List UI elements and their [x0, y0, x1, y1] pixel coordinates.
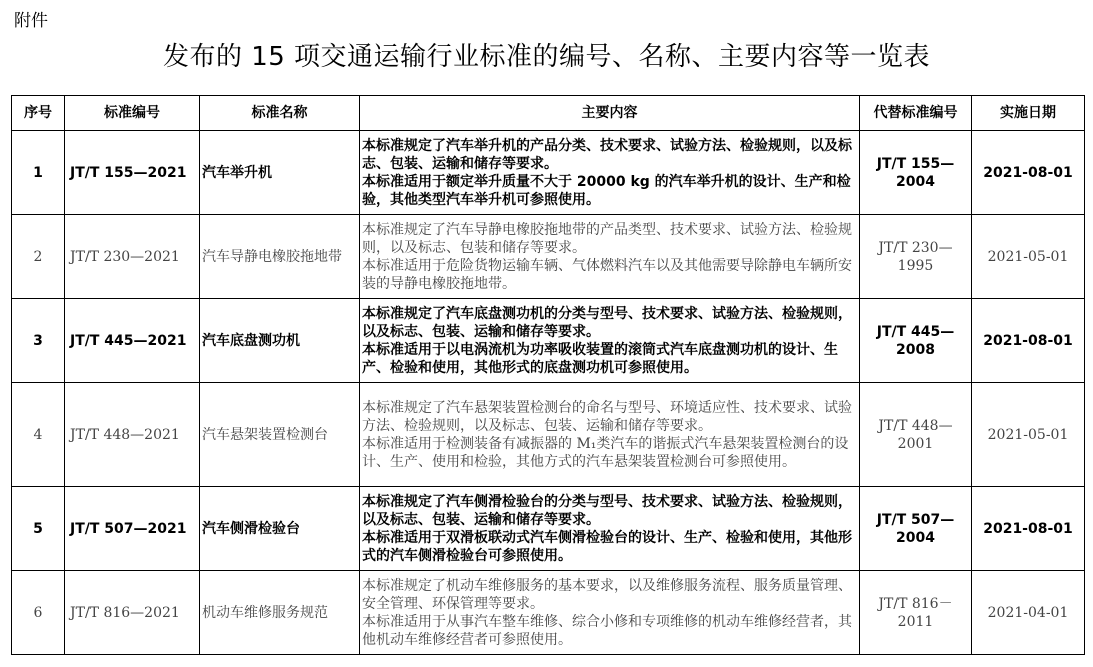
row-no: 3 — [12, 299, 65, 383]
row-content — [360, 131, 860, 215]
header-code: 标准编号 — [65, 96, 200, 131]
row-replaces: JT/T 155—2004 — [860, 131, 972, 215]
row-name: 汽车底盘测功机 — [200, 299, 360, 383]
row-no: 1 — [12, 131, 65, 215]
content-scope: 本标准规定了汽车侧滑检验台的分类与型号、技术要求、试验方法、检验规则，以及标志、包装、运输和储存等要求。 — [362, 493, 852, 528]
page-title: 发布的 15 项交通运输行业标准的编号、名称、主要内容等一览表 — [162, 42, 931, 72]
row-name: 汽车悬架装置检测台 — [200, 383, 360, 487]
table-row — [12, 131, 1085, 215]
row-code: JT/T 155—2021 — [65, 131, 200, 215]
row-date: 2021-08-01 — [972, 487, 1085, 571]
row-replaces: JT/T 507—2004 — [860, 487, 972, 571]
content-applicability: 本标准适用于双滑板联动式汽车侧滑检验台的设计、生产、检验和使用，其他形式的汽车侧滑检验台可参照使用。 — [362, 529, 852, 564]
row-code: JT/T 445—2021 — [65, 299, 200, 383]
row-date: 2021-04-01 — [972, 571, 1085, 655]
row-code: JT/T 816—2021 — [65, 571, 200, 655]
row-name: 汽车举升机 — [200, 131, 360, 215]
row-no: 2 — [12, 215, 65, 299]
content-applicability: 本标准适用于危险货物运输车辆、气体燃料汽车以及其他需要导除静电车辆所安装的导静电橡胶拖地带。 — [362, 257, 852, 292]
content-scope: 本标准规定了汽车底盘测功机的分类与型号、技术要求、试验方法、检验规则，以及标志、包装、运输和储存等要求。 — [362, 305, 852, 340]
row-replaces: JT/T 816－2011 — [860, 571, 972, 655]
content-applicability: 本标准适用于检测装备有减振器的 M₁类汽车的谐振式汽车悬架装置检测台的设计、生产、使用和检验，其他方式的汽车悬架装置检测台可参照使用。 — [362, 435, 849, 470]
row-replaces: JT/T 445—2008 — [860, 299, 972, 383]
row-date: 2021-05-01 — [972, 383, 1085, 487]
table-row — [12, 487, 1085, 571]
row-content — [360, 215, 860, 299]
row-content — [360, 571, 860, 655]
header-replaces: 代替标准编号 — [860, 96, 972, 131]
content-scope: 本标准规定了机动车维修服务的基本要求，以及维修服务流程、服务质量管理、安全管理、环保管理等要求。 — [362, 577, 852, 612]
row-date: 2021-05-01 — [972, 215, 1085, 299]
row-content — [360, 487, 860, 571]
row-name: 机动车维修服务规范 — [200, 571, 360, 655]
content-applicability: 本标准适用于从事汽车整车维修、综合小修和专项维修的机动车维修经营者，其他机动车维修经营者可参照使用。 — [362, 613, 852, 648]
content-scope: 本标准规定了汽车悬架装置检测台的命名与型号、环境适应性、技术要求、试验方法、检验规则，以及标志、包装、运输和储存等要求。 — [362, 399, 852, 434]
content-scope: 本标准规定了汽车举升机的产品分类、技术要求、试验方法、检验规则，以及标志、包装、运输和储存等要求。 — [362, 137, 852, 172]
attachment-label: 附件 — [14, 11, 48, 31]
header-row — [12, 96, 1085, 131]
row-content — [360, 299, 860, 383]
standards-table — [11, 95, 1085, 655]
header-content: 主要内容 — [360, 96, 860, 131]
content-scope: 本标准规定了汽车导静电橡胶拖地带的产品类型、技术要求、试验方法、检验规则，以及标志、包装和储存等要求。 — [362, 221, 852, 256]
row-code: JT/T 448—2021 — [65, 383, 200, 487]
row-no: 5 — [12, 487, 65, 571]
table-row — [12, 571, 1085, 655]
header-no: 序号 — [12, 96, 65, 131]
row-replaces: JT/T 448—2001 — [860, 383, 972, 487]
row-date: 2021-08-01 — [972, 299, 1085, 383]
row-no: 4 — [12, 383, 65, 487]
row-code: JT/T 230—2021 — [65, 215, 200, 299]
content-applicability: 本标准适用于以电涡流机为功率吸收装置的滚筒式汽车底盘测功机的设计、生产、检验和使用，其他形式的底盘测功机可参照使用。 — [362, 341, 838, 376]
content-applicability: 本标准适用于额定举升质量不大于 20000 kg 的汽车举升机的设计、生产和检验，其他类型汽车举升机可参照使用。 — [362, 173, 851, 208]
row-no: 6 — [12, 571, 65, 655]
header-date: 实施日期 — [972, 96, 1085, 131]
row-date: 2021-08-01 — [972, 131, 1085, 215]
row-content — [360, 383, 860, 487]
table-row — [12, 299, 1085, 383]
row-name: 汽车导静电橡胶拖地带 — [200, 215, 360, 299]
row-name: 汽车侧滑检验台 — [200, 487, 360, 571]
header-name: 标准名称 — [200, 96, 360, 131]
table-row — [12, 383, 1085, 487]
row-replaces: JT/T 230—1995 — [860, 215, 972, 299]
row-code: JT/T 507—2021 — [65, 487, 200, 571]
table-row — [12, 215, 1085, 299]
